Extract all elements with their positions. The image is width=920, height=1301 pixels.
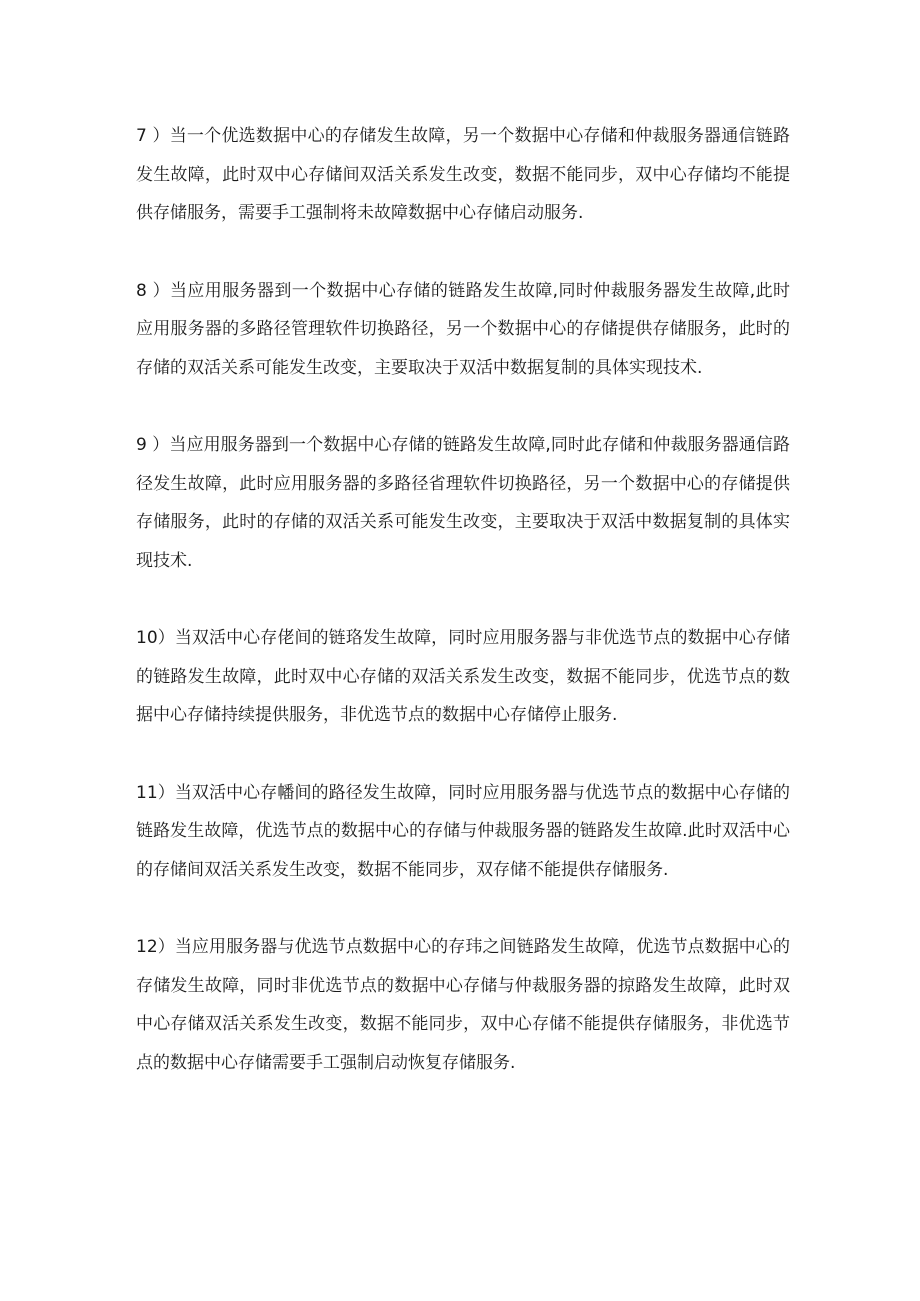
paragraph-item-11: 11）当双活中心存幡间的路径发生故障，同时应用服务器与优选节点的数据中心存储的链路发生故障，优选节点的数据中心的存储与仲裁服务器的链路发生故障.此时双活中心的存储间双活关系发生改变，数据不能同步，双存储不能提供存储服务. [136, 782, 790, 880]
paragraph-item-9: 9 ）当应用服务器到一个数据中心存储的链路发生故障,同时此存储和仲裁服务器通信路径发生故障，此时应用服务器的多路径省理软件切换路径，另一个数据中心的存储提供存储服务，此时的存储的双活关系可能发生改变，主要取决于双活中数据复制的具体实现技术. [136, 435, 790, 571]
document-body [136, 117, 790, 1121]
paragraph-item-8: 8 ）当应用服务器到一个数据中心存储的链路发生故障,同时仲裁服务器发生故障,此时应用服务器的多路径管理软件切换路径，另一个数据中心的存储提供存储服务，此时的存储的双活关系可能发生改变，主要取决于双活中数据复制的具体实现技术. [136, 280, 790, 378]
paragraph-item-10: 10）当双活中心存佬间的链珞发生故障，同时应用服务器与非优选节点的数据中心存储的链路发生故障，此时双中心存储的双活关系发生改变，数据不能同步，优选节点的数据中心存储持续提供服务，非优选节点的数据中心存储停止服务. [136, 628, 790, 725]
paragraph-item-12: 12）当应用服务器与优选节点数据中心的存玮之间链路发生故障，优选节点数据中心的存储发生故障，同时非优选节点的数据中心存储与仲裁服务器的掠路发生故障，此时双中心存储双活关系发生改变，数据不能同步，双中心存储不能提供存储服务，非优选节点的数据中心存储需要手工强制启动恢复存储服务. [136, 937, 790, 1073]
paragraph-item-7: 7 ）当一个优选数据中心的存储发生故障，另一个数据中心存储和仲裁服务器通信链路发生故障，此时双中心存储间双活关系发生改变，数据不能同步，双中心存储均不能提供存储服务，需要手工强制将未故障数据中心存储启动服务. [136, 126, 790, 223]
